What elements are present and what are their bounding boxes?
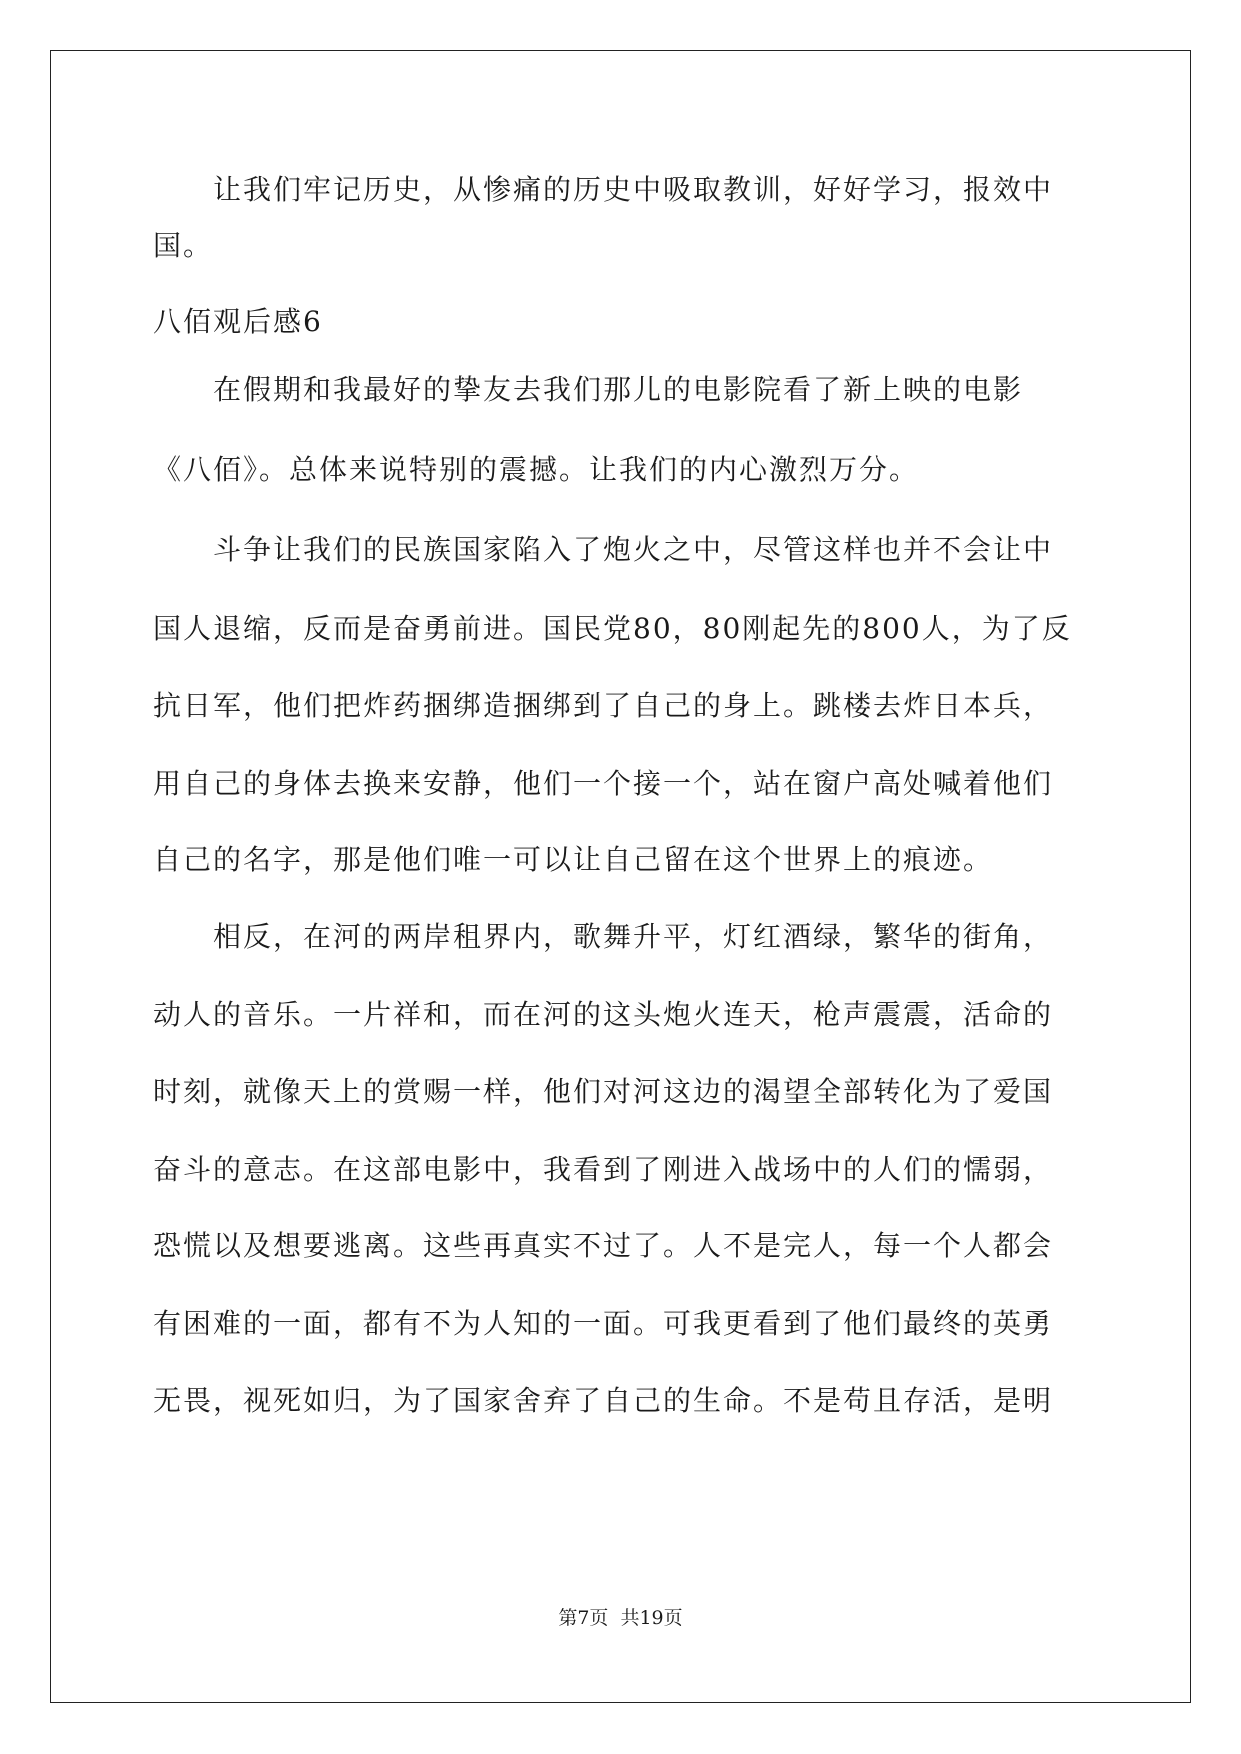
paragraph-4-line-7: 无畏，视死如归，为了国家舍弃了自己的生命。不是苟且存活，是明 bbox=[153, 1384, 1054, 1417]
paragraph-1-line-1: 让我们牢记历史，从惨痛的历史中吸取教训，好好学习，报效中 bbox=[213, 173, 1054, 206]
paragraph-4-line-3: 时刻，就像天上的赏赐一样，他们对河这边的渴望全部转化为了爱国 bbox=[153, 1075, 1054, 1108]
paragraph-2-line-2: 《八佰》。总体来说特别的震撼。让我们的内心激烈万分。 bbox=[153, 453, 920, 486]
page-number: 第7页 bbox=[558, 1607, 609, 1629]
paragraph-3-line-5: 自己的名字，那是他们唯一可以让自己留在这个世界上的痕迹。 bbox=[153, 843, 994, 876]
page-footer bbox=[0, 1606, 1241, 1630]
paragraph-4-line-2: 动人的音乐。一片祥和，而在河的这头炮火连天，枪声震震，活命的 bbox=[153, 998, 1054, 1031]
paragraph-4-line-4: 奋斗的意志。在这部电影中，我看到了刚进入战场中的人们的懦弱， bbox=[153, 1153, 1054, 1186]
paragraph-1-line-2: 国。 bbox=[153, 229, 214, 262]
paragraph-3-line-1: 斗争让我们的民族国家陷入了炮火之中，尽管这样也并不会让中 bbox=[213, 533, 1054, 566]
paragraph-3-line-4: 用自己的身体去换来安静，他们一个接一个，站在窗户高处喊着他们 bbox=[153, 767, 1054, 800]
section-heading: 八佰观后感6 bbox=[153, 305, 323, 338]
paragraph-4-line-6: 有困难的一面，都有不为人知的一面。可我更看到了他们最终的英勇 bbox=[153, 1307, 1054, 1340]
paragraph-2-line-1: 在假期和我最好的挚友去我们那儿的电影院看了新上映的电影 bbox=[213, 373, 1024, 406]
paragraph-3-line-3: 抗日军，他们把炸药捆绑造捆绑到了自己的身上。跳楼去炸日本兵， bbox=[153, 689, 1054, 722]
paragraph-4-line-1: 相反，在河的两岸租界内，歌舞升平，灯红酒绿，繁华的街角， bbox=[213, 920, 1054, 953]
total-pages: 共19页 bbox=[620, 1607, 683, 1629]
paragraph-3-line-2: 国人退缩，反而是奋勇前进。国民党80，80刚起先的800人，为了反 bbox=[153, 612, 1072, 645]
paragraph-4-line-5: 恐慌以及想要逃离。这些再真实不过了。人不是完人，每一个人都会 bbox=[153, 1229, 1054, 1262]
